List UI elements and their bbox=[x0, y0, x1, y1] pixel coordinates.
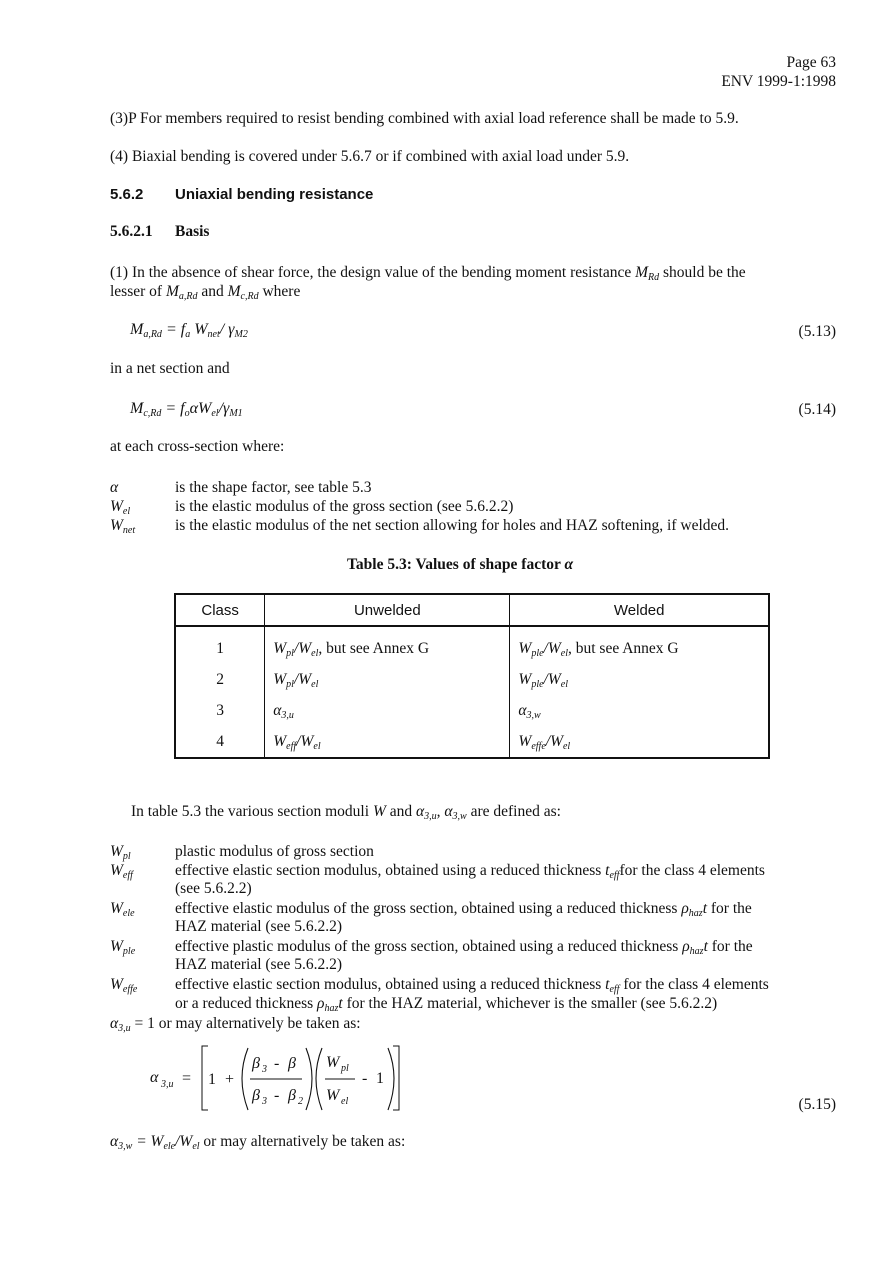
standard-id: ENV 1999-1:1998 bbox=[721, 73, 836, 90]
svg-text:+: + bbox=[225, 1071, 235, 1088]
def-symbol-wple: $W_{ple}$ bbox=[110, 938, 136, 957]
def-symbol-wel: $W_{el}$ bbox=[110, 498, 131, 517]
svg-text:β: β bbox=[288, 1087, 296, 1104]
def-text-wele-line1: effective elastic modulus of the gross section, obtained using a reduced thickness $\rho_{haz}t$ for the bbox=[175, 900, 752, 919]
svg-text:W: W bbox=[326, 1087, 340, 1104]
table-row bbox=[175, 695, 769, 726]
cell-unwelded: $W_{pl}/W_{el}$, but see Annex G bbox=[265, 626, 510, 664]
equation-5-14: $M_{c,Rd} = f_o\alpha W_{el}/\gamma_{M1}$ bbox=[130, 400, 243, 419]
def-symbol-wele: $W_{ele}$ bbox=[110, 900, 135, 919]
net-section-text: in a net section and bbox=[110, 360, 230, 377]
shape-factor-table bbox=[174, 593, 770, 759]
table-caption: Table 5.3: Values of shape factor α bbox=[347, 556, 574, 573]
def-text-wele-line2: HAZ material (see 5.6.2.2) bbox=[175, 918, 342, 935]
cell-unwelded: $W_{eff}/W_{el}$ bbox=[265, 726, 510, 758]
cell-unwelded: $W_{pl}/W_{el}$ bbox=[265, 664, 510, 695]
def-text-wpl: plastic modulus of gross section bbox=[175, 843, 374, 860]
cell-welded: $W_{effe}/W_{el}$ bbox=[510, 726, 769, 758]
svg-text:el: el bbox=[341, 1096, 349, 1107]
svg-text:-: - bbox=[362, 1070, 368, 1087]
svg-text:β: β bbox=[252, 1055, 260, 1072]
svg-text:-: - bbox=[274, 1055, 280, 1072]
header-unwelded: Unwelded bbox=[265, 594, 510, 626]
cell-class: 4 bbox=[175, 726, 265, 758]
table-header-row bbox=[175, 594, 769, 626]
paragraph-3p: (3)P For members required to resist bending combined with axial load reference shall be made to 5.9. bbox=[110, 110, 739, 127]
equation-number-5-13: (5.13) bbox=[798, 323, 836, 340]
section-number: 5.6.2 bbox=[110, 186, 144, 203]
def-text-weffe-line1: effective elastic section modulus, obtained using a reduced thickness $t_{eff}$ for the class 4 elements bbox=[175, 976, 769, 995]
def-symbol-wpl: $W_{pl}$ bbox=[110, 843, 131, 862]
def-text-weff-line2: (see 5.6.2.2) bbox=[175, 880, 252, 897]
page-number: Page 63 bbox=[786, 54, 836, 71]
alpha-3u-text: $\alpha_{3,u} = 1$ or may alternatively be taken as: bbox=[110, 1015, 361, 1034]
paragraph-4: (4) Biaxial bending is covered under 5.6.7 or if combined with axial load under 5.9. bbox=[110, 148, 630, 165]
cross-section-text: at each cross-section where: bbox=[110, 438, 285, 455]
svg-text:β: β bbox=[288, 1055, 296, 1072]
svg-text:1: 1 bbox=[208, 1071, 216, 1088]
section-title: Uniaxial bending resistance bbox=[175, 186, 374, 203]
def-text-alpha: is the shape factor, see table 5.3 bbox=[175, 479, 372, 496]
table-row bbox=[175, 726, 769, 758]
svg-text:2: 2 bbox=[298, 1096, 303, 1107]
equation-5-13: $M_{a,Rd} = f_a$ $W_{net}/$ $\gamma_{M2}$ bbox=[130, 321, 248, 340]
header-welded: Welded bbox=[510, 594, 769, 626]
cell-class: 2 bbox=[175, 664, 265, 695]
cell-unwelded: $\alpha_{3,u}$ bbox=[265, 695, 510, 726]
def-text-wple-line2: HAZ material (see 5.6.2.2) bbox=[175, 956, 342, 973]
svg-text:3: 3 bbox=[262, 1064, 267, 1075]
subsection-title: Basis bbox=[175, 223, 210, 240]
equation-number-5-14: (5.14) bbox=[798, 401, 836, 418]
svg-text:α: α bbox=[150, 1069, 159, 1086]
def-text-wnet: is the elastic modulus of the net section allowing for holes and HAZ softening, if welded. bbox=[175, 517, 730, 534]
paragraph-1-line1: (1) In the absence of shear force, the design value of the bending moment resistance $M_{Rd}$ should be the bbox=[110, 264, 746, 283]
header-class: Class bbox=[175, 594, 265, 626]
svg-text:β: β bbox=[252, 1087, 260, 1104]
paragraph-1-line2: lesser of $M_{a,Rd}$ and $M_{c,Rd}$ where bbox=[110, 283, 301, 302]
cell-welded: $\alpha_{3,w}$ bbox=[510, 695, 769, 726]
equation-number-5-15: (5.15) bbox=[798, 1096, 836, 1113]
def-text-wple-line1: effective plastic modulus of the gross section, obtained using a reduced thickness $\rho_{haz}t$ for the bbox=[175, 938, 753, 957]
table-row bbox=[175, 626, 769, 664]
subsection-number: 5.6.2.1 bbox=[110, 223, 153, 240]
def-symbol-weffe: $W_{effe}$ bbox=[110, 976, 138, 995]
cell-welded: $W_{ple}/W_{el}$, but see Annex G bbox=[510, 626, 769, 664]
equation-5-15 bbox=[130, 1040, 430, 1116]
def-text-weff-line1: effective elastic section modulus, obtained using a reduced thickness $t_{eff}for$ the class 4 elements bbox=[175, 862, 765, 881]
alpha-3w-text: $\alpha_{3,w} = W_{ele}/W_{el}$ or may alternatively be taken as: bbox=[110, 1133, 406, 1152]
cell-welded: $W_{ple}/W_{el}$ bbox=[510, 664, 769, 695]
svg-text:-: - bbox=[274, 1087, 280, 1104]
svg-text:W: W bbox=[326, 1054, 340, 1071]
svg-text:3: 3 bbox=[262, 1096, 267, 1107]
moduli-intro: In table 5.3 the various section moduli W and $\alpha_{3,u}$, $\alpha_{3,w}$ are defined as: bbox=[131, 803, 561, 822]
svg-text:3,u: 3,u bbox=[161, 1079, 174, 1090]
def-symbol-alpha: α bbox=[110, 479, 119, 496]
def-text-wel: is the elastic modulus of the gross section (see 5.6.2.2) bbox=[175, 498, 514, 515]
def-symbol-weff: $W_{eff}$ bbox=[110, 862, 133, 881]
svg-text:1: 1 bbox=[376, 1070, 384, 1087]
svg-text:pl: pl bbox=[341, 1063, 349, 1074]
def-text-weffe-line2: or a reduced thickness $\rho_{haz}t$ for the HAZ material, whichever is the smaller (see 5.6.2.2) bbox=[175, 995, 718, 1014]
table-row bbox=[175, 664, 769, 695]
cell-class: 1 bbox=[175, 626, 265, 664]
def-symbol-wnet: $W_{net}$ bbox=[110, 517, 136, 536]
cell-class: 3 bbox=[175, 695, 265, 726]
svg-text:=: = bbox=[182, 1070, 192, 1087]
